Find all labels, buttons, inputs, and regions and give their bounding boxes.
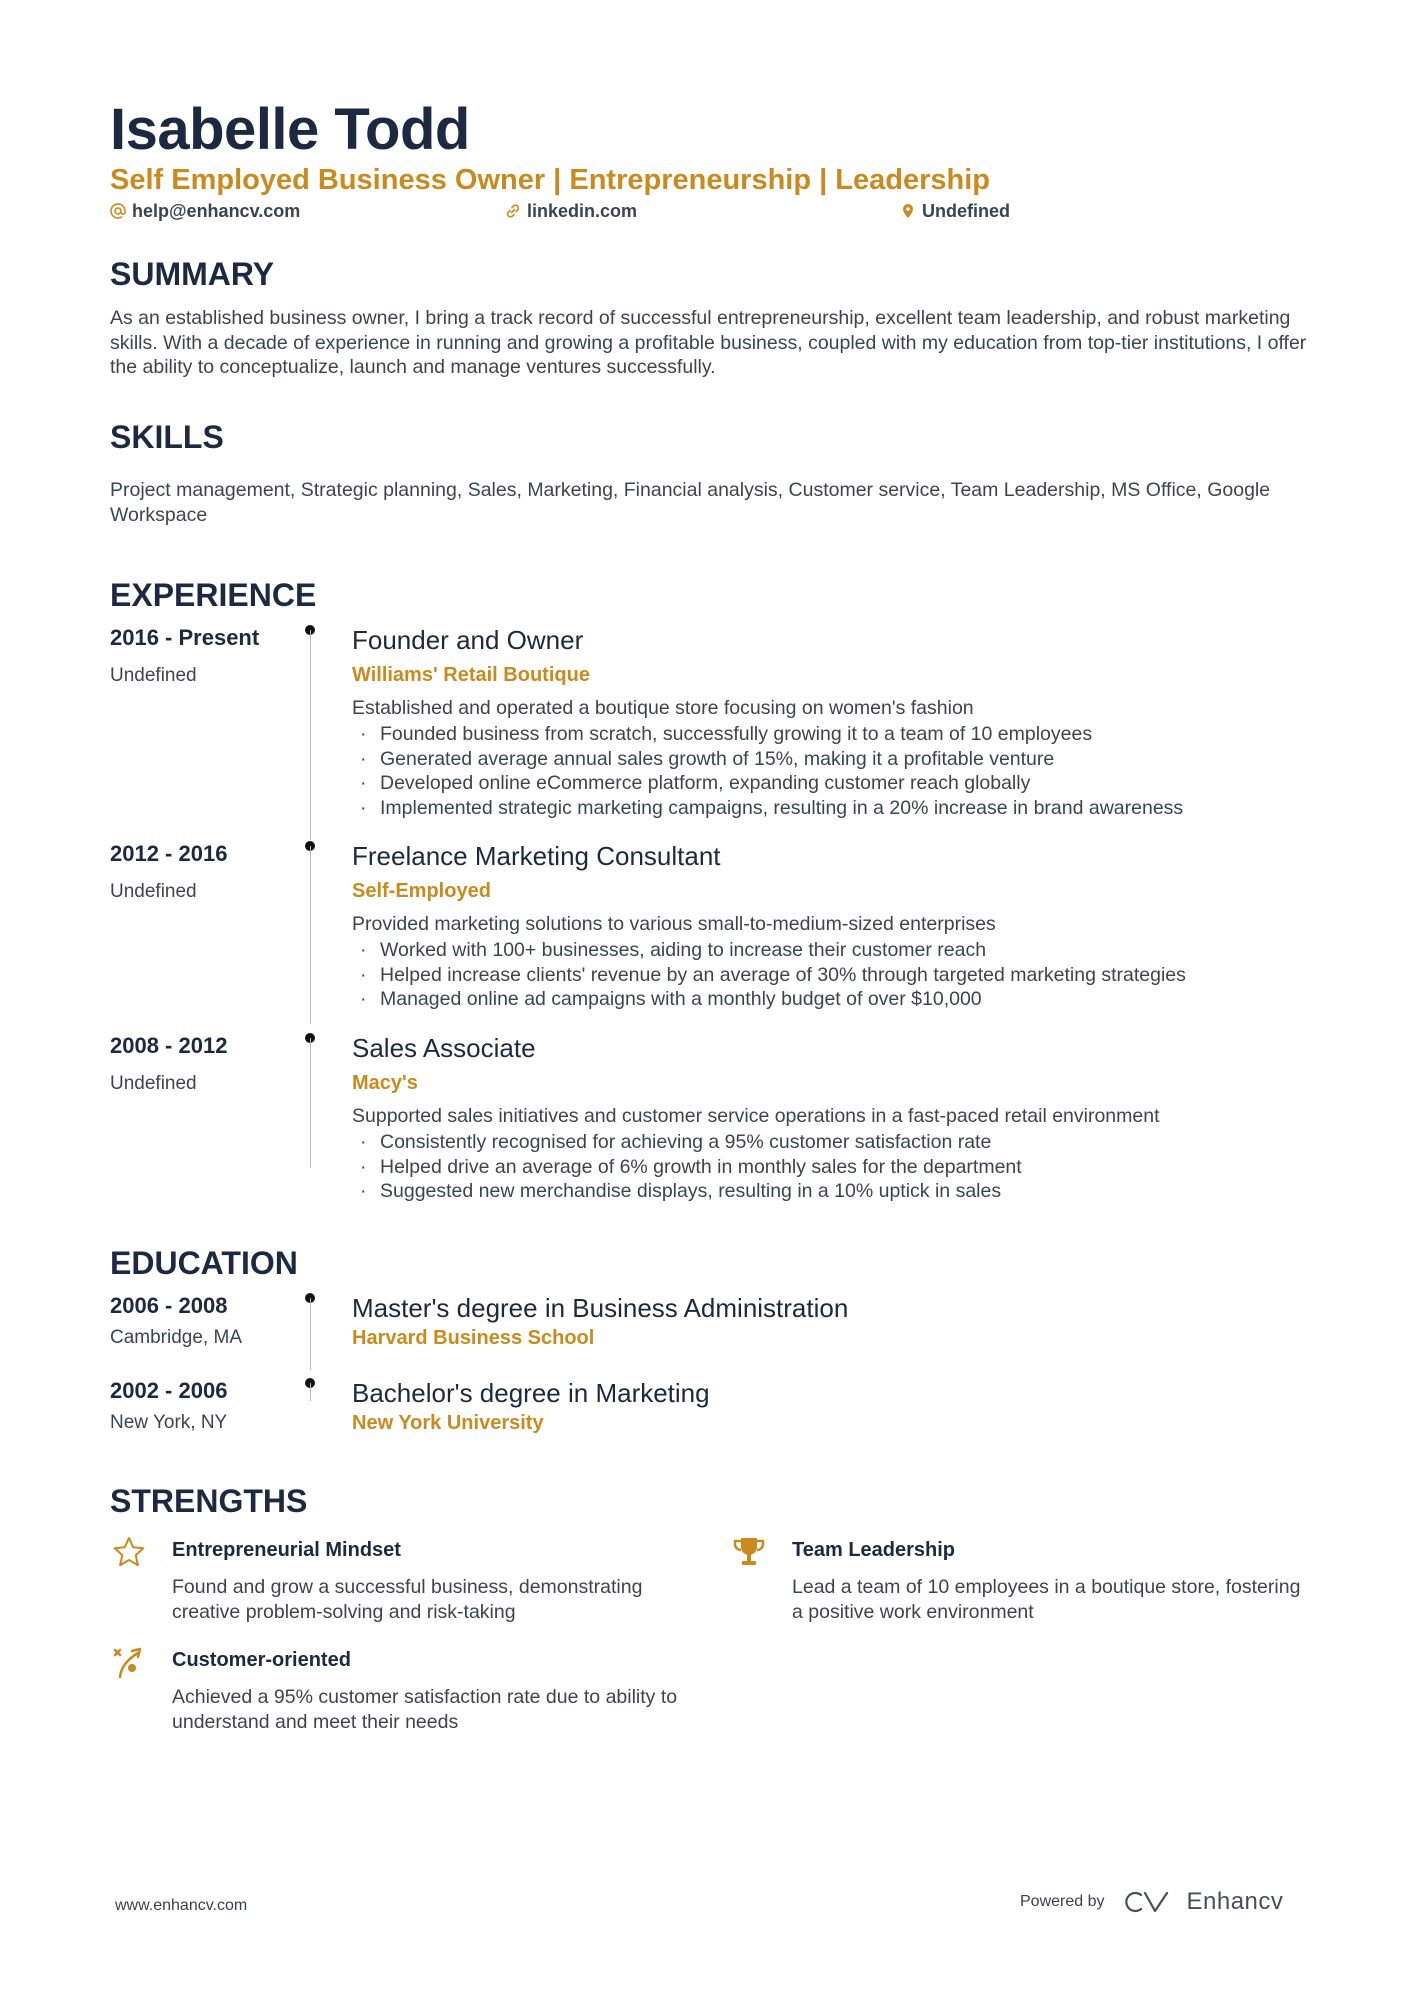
strength-description: Found and grow a successful business, demonstrating creative problem-solving and risk-taking [172,1576,643,1623]
experience-role: Freelance Marketing Consultant [352,841,721,871]
experience-bullet: · Suggested new merchandise displays, resulting in a 10% uptick in sales [352,1179,1022,1204]
trophy-icon [732,1535,766,1569]
education-degree: Bachelor's degree in Marketing [352,1378,710,1408]
timeline-line [310,630,312,840]
experience-dates: 2012 - 2016 [110,841,228,866]
summary-heading: SUMMARY [110,256,275,292]
contact-linkedin[interactable] [505,200,637,222]
at-icon [110,203,126,219]
experience-heading: EXPERIENCE [110,577,317,613]
education-school: New York University [352,1412,544,1434]
strength-title: Customer-oriented [172,1649,351,1671]
experience-bullet: · Worked with 100+ businesses, aiding to increase their customer reach [352,938,1186,963]
experience-location: Undefined [110,881,197,902]
footer-powered-by[interactable] [1020,1888,1283,1916]
experience-bullet: · Consistently recognised for achieving a 95% customer satisfaction rate [352,1130,1022,1155]
experience-bullet: · Developed online eCommerce platform, expanding customer reach globally [352,771,1183,796]
contact-linkedin-text: linkedin.com [527,201,638,221]
experience-description: Established and operated a boutique store focusing on women's fashion [352,697,974,719]
education-dates: 2006 - 2008 [110,1293,228,1318]
experience-location: Undefined [110,665,197,686]
contact-location [900,200,1010,222]
experience-bullet: · Implemented strategic marketing campaigns, resulting in a 20% increase in brand awareness [352,796,1183,821]
education-heading: EDUCATION [110,1245,298,1281]
experience-bullets [352,1130,1022,1204]
strength-title: Team Leadership [792,1539,956,1561]
star-icon [112,1535,146,1569]
timeline-line [310,846,312,1024]
experience-location: Undefined [110,1073,197,1094]
contact-location-text: Undefined [922,201,1010,221]
footer-website-link[interactable]: www.enhancv.com [115,1897,248,1914]
powered-by-label: Powered by [1020,1893,1105,1910]
experience-bullet: · Helped increase clients' revenue by an average of 30% through targeted marketing strategies [352,963,1186,988]
experience-company: Self-Employed [352,880,491,902]
experience-bullet: · Founded business from scratch, successfully growing it to a team of 10 employees [352,722,1183,747]
experience-role: Founder and Owner [352,625,584,655]
strength-description: Lead a team of 10 employees in a boutique store, fostering a positive work environment [792,1576,1301,1623]
experience-bullet: · Helped drive an average of 6% growth in monthly sales for the department [352,1155,1022,1180]
experience-dates: 2008 - 2012 [110,1033,228,1058]
education-location: New York, NY [110,1412,228,1433]
experience-company: Williams' Retail Boutique [352,664,590,686]
strategy-icon [112,1645,146,1679]
enhancv-logo-icon [1123,1889,1169,1915]
education-dates: 2002 - 2006 [110,1378,228,1403]
skills-text: Project management, Strategic planning, Sales, Marketing, Financial analysis, Customer service, Team Leadership, MS Office, Google Workspace [110,479,1271,526]
contact-email-text: help@enhancv.com [132,201,301,221]
strength-description: Achieved a 95% customer satisfaction rate due to ability to understand and meet their needs [172,1686,678,1733]
strengths-heading: STRENGTHS [110,1483,308,1519]
experience-company: Macy's [352,1072,418,1094]
education-location: Cambridge, MA [110,1327,242,1348]
experience-dates: 2016 - Present [110,625,260,650]
timeline-line [310,1298,312,1370]
location-pin-icon [900,203,916,219]
candidate-headline: Self Employed Business Owner | Entrepreneurship | Leadership [110,164,991,196]
strength-title: Entrepreneurial Mindset [172,1539,401,1561]
skills-heading: SKILLS [110,419,224,455]
experience-description: Supported sales initiatives and customer service operations in a fast-paced retail environment [352,1105,1160,1127]
link-icon [505,203,521,219]
experience-bullets [352,722,1183,820]
enhancv-brand-name: Enhancv [1186,1888,1284,1915]
experience-bullet: · Managed online ad campaigns with a monthly budget of over $10,000 [352,987,1186,1012]
education-school: Harvard Business School [352,1327,595,1349]
experience-description: Provided marketing solutions to various small-to-medium-sized enterprises [352,913,996,935]
experience-role: Sales Associate [352,1033,536,1063]
timeline-line [310,1383,312,1401]
experience-bullets [352,938,1186,1012]
experience-bullet: · Generated average annual sales growth of 15%, making it a profitable venture [352,747,1183,772]
education-degree: Master's degree in Business Administration [352,1293,849,1323]
candidate-name: Isabelle Todd [110,97,470,162]
timeline-line [310,1038,312,1168]
contact-email[interactable] [110,200,300,222]
summary-text: As an established business owner, I bring a track record of successful entrepreneurship, excellent team leadership, and robust marketing skills. With a decade of experience in running and growing a profitable business, coupled with my education from top-tier institutions, I offer the ability to conceptualize, launch and manage ventures successfully. [110,307,1307,378]
